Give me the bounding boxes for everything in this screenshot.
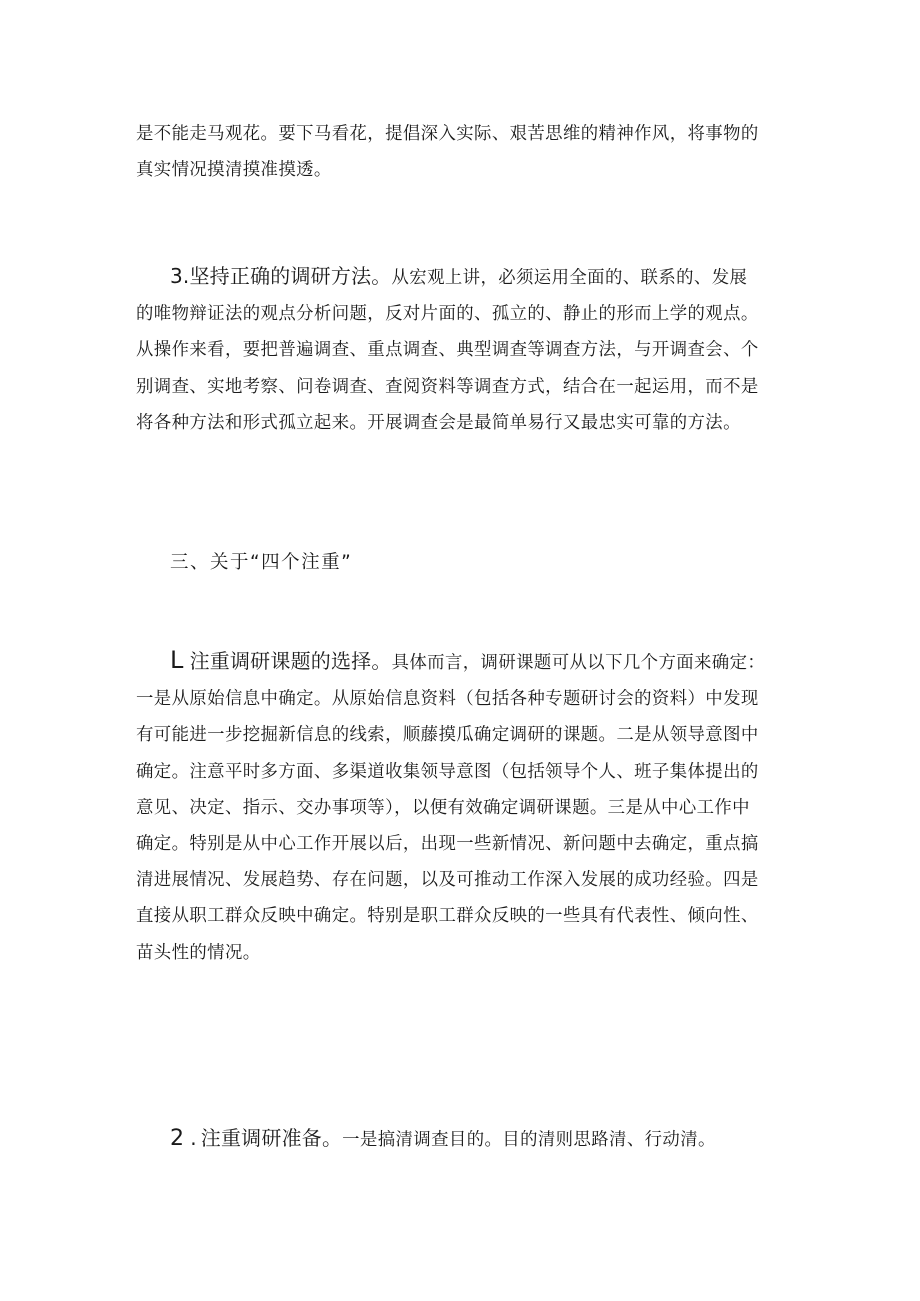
paragraph-research-preparation bbox=[136, 1120, 796, 1158]
text-line: 有可能进一步挖掘新信息的线索，顺藤摸瓜确定调研的课题。二是从领导意图中 bbox=[136, 725, 759, 746]
text-line: 的唯物辩证法的观点分析问题，反对片面的、孤立的、静止的形而上学的观点。 bbox=[136, 304, 759, 325]
paragraph-lead: 注重调研课题的选择。 bbox=[189, 649, 392, 673]
text-run: 具体而言，调研课题可从以下几个方面来确定： bbox=[391, 653, 766, 673]
paragraph-continuation bbox=[136, 116, 796, 188]
paragraph-research-method bbox=[136, 258, 796, 441]
paragraph-lead: 注重调研准备。 bbox=[200, 1126, 343, 1150]
text-line: 将各种方法和形式孤立起来。开展调查会是最简单易行又最忠实可靠的方法。 bbox=[136, 412, 741, 433]
paragraph-topic-selection bbox=[136, 642, 796, 971]
text-line: 清进展情况、发展趋势、存在问题，以及可推动工作深入发展的成功经验。四是 bbox=[136, 870, 759, 891]
paragraph-lead: 3.坚持正确的调研方法。 bbox=[170, 264, 392, 288]
text-line bbox=[136, 258, 796, 296]
text-line: 真实情况摸清摸准摸透。 bbox=[136, 160, 332, 181]
text-line: 是不能走马观花。要下马看花，提倡深入实际、艰苦思维的精神作风，将事物的 bbox=[136, 124, 759, 144]
text-line: 从操作来看，要把普遍调查、重点调查、典型调查等调查方法，与开调查会、个 bbox=[136, 340, 759, 361]
paragraph-number-dot: . bbox=[190, 1126, 197, 1150]
text-line: 苗头性的情况。 bbox=[136, 942, 261, 963]
text-line: 确定。特别是从中心工作开展以后，出现一些新情况、新问题中去确定，重点搞 bbox=[136, 834, 759, 855]
text-line: 别调查、实地考察、问卷调查、查阅资料等调查方式，结合在一起运用，而不是 bbox=[136, 376, 759, 397]
text-line: 直接从职工群众反映中确定。特别是职工群众反映的一些具有代表性、倾向性、 bbox=[136, 906, 759, 927]
text-line bbox=[136, 1120, 796, 1158]
paragraph-number: L bbox=[170, 646, 184, 674]
text-line: 确定。注意平时多方面、多渠道收集领导意图（包括领导个人、班子集体提出的 bbox=[136, 761, 759, 782]
section-heading: 三、关于“四个注重” bbox=[170, 552, 353, 573]
paragraph-number: 2 bbox=[170, 1126, 185, 1151]
text-run: 从宏观上讲，必须运用全面的、联系的、发展 bbox=[391, 268, 748, 288]
text-line bbox=[136, 642, 796, 681]
text-line: 一是从原始信息中确定。从原始信息资料（包括各种专题研讨会的资料）中发现 bbox=[136, 689, 759, 710]
text-line: 意见、决定、指示、交办事项等），以便有效确定调研课题。三是从中心工作中 bbox=[136, 797, 750, 818]
text-run: 一是搞清调查目的。目的清则思路清、行动清。 bbox=[342, 1130, 716, 1150]
